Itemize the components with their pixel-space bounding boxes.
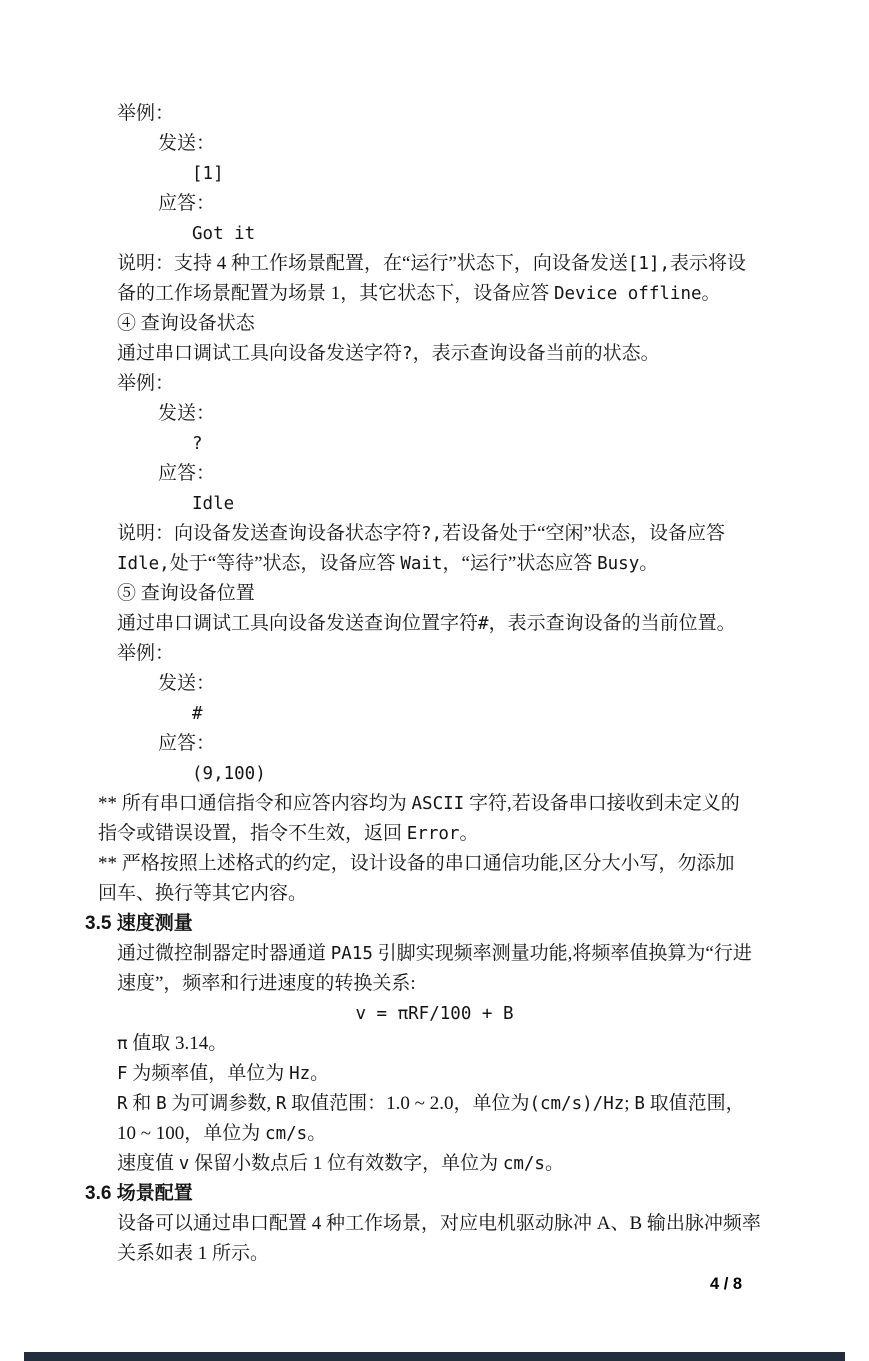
code-text: ? [402,344,413,364]
text-segment: 取值范围：1.0 ~ 2.0，单位为 [286,1093,530,1114]
remark-paragraph [0,789,869,819]
text-segment: 举例： [117,103,175,124]
example-label [0,639,869,669]
code-text: R [117,1094,128,1114]
note-paragraph [0,249,869,279]
speed-formula [0,999,869,1029]
note-paragraph [0,519,869,549]
text-segment: 。 [459,823,479,844]
code-text: Got it [192,224,256,244]
text-segment: 通过串口调试工具向设备发送字符 [117,343,403,364]
send-label [0,129,869,159]
code-text: ? [192,434,203,454]
code-text: π [117,1034,128,1054]
text-segment: 若设备处于“空闲”状态，设备应答 [442,523,725,544]
text-segment: 字符,若设备串口接收到未定义的 [464,793,740,814]
text-segment: 3.5 速度测量 [85,913,193,934]
text-segment: 备的工作场景配置为场景 1，其它状态下，设备应答 [117,283,555,304]
text-segment: 取值范围， [644,1093,745,1114]
formula-note [0,1089,869,1119]
code-text: cm/s [502,1154,545,1174]
item-5-title [0,579,869,609]
section-3-5-heading [0,909,869,939]
text-segment: ，表示查询设备当前的状态。 [412,343,660,364]
code-text: # [192,704,203,724]
reply-value [0,219,869,249]
text-segment: ，表示查询设备的当前位置。 [488,613,736,634]
section-3-5-paragraph [0,969,869,999]
text-segment: 通过串口调试工具向设备发送查询位置字符 [117,613,479,634]
text-segment: 设备可以通过串口配置 4 种工作场景，对应电机驱动脉冲 A、B 输出脉冲频率 [117,1213,761,1234]
item-4-description [0,339,869,369]
text-segment: 引脚实现频率测量功能,将频率值换算为“行进 [372,943,752,964]
code-text: Idle [192,494,235,514]
formula-note [0,1059,869,1089]
text-segment: 。 [544,1153,564,1174]
text-segment: 发送： [158,133,216,154]
text-segment: 发送： [158,403,216,424]
code-text: cm/s [265,1124,308,1144]
code-text: v = πRF/100 + B [355,1004,514,1024]
reply-label [0,459,869,489]
text-segment: 处于“等待”状态，设备应答 [169,553,401,574]
code-text: ASCII [411,794,465,814]
code-text: Busy [597,554,640,574]
send-command [0,159,869,189]
section-3-5-paragraph [0,939,869,969]
text-segment: 关系如表 1 所示。 [117,1243,270,1264]
code-text: B [156,1094,167,1114]
section-3-6-paragraph [0,1239,869,1269]
text-segment: 应答： [158,193,216,214]
document-lines [0,99,869,1269]
text-segment: 通过微控制器定时器通道 [117,943,331,964]
text-segment: 速度”，频率和行进速度的转换关系: [117,973,416,994]
reply-value [0,759,869,789]
remark-paragraph [0,879,869,909]
remark-paragraph [0,849,869,879]
text-segment: 举例： [117,373,175,394]
code-text: Device offline [554,284,702,304]
code-text: R [275,1094,287,1114]
text-segment: 回车、换行等其它内容。 [98,883,308,904]
text-segment: 。 [307,1123,327,1144]
example-label [0,99,869,129]
code-text: Wait [400,554,443,574]
code-text: # [478,614,489,634]
code-text: Idle, [117,554,170,574]
text-segment: 为可调参数, [166,1093,276,1114]
note-paragraph [0,279,869,309]
text-segment: ④ 查询设备状态 [117,313,255,334]
page-number: 4 / 8 [710,1275,743,1293]
item-4-title [0,309,869,339]
example-label [0,369,869,399]
code-text: F [117,1064,128,1084]
code-text: B [634,1094,645,1114]
remark-paragraph [0,819,869,849]
text-segment: ; [624,1093,635,1114]
code-text: (cm/s)/Hz [529,1094,625,1114]
text-segment: 表示将设 [670,253,747,274]
code-text: [1] [192,164,224,184]
send-label [0,399,869,429]
note-paragraph [0,549,869,579]
text-segment: 发送： [158,673,216,694]
text-segment: 。 [639,553,659,574]
send-command [0,429,869,459]
text-segment: 10 ~ 100，单位为 [117,1123,266,1144]
code-text: v [178,1154,190,1174]
reply-label [0,729,869,759]
section-3-6-paragraph [0,1209,869,1239]
text-segment: 3.6 场景配置 [85,1183,193,1204]
text-segment: 说明：向设备发送查询设备状态字符 [117,523,422,544]
text-segment: 。 [310,1063,330,1084]
text-segment: ，“运行”状态应答 [442,553,598,574]
text-segment: 举例： [117,643,175,664]
text-segment: 速度值 [117,1153,179,1174]
text-segment: 应答： [158,733,216,754]
formula-note [0,1149,869,1179]
text-segment: 和 [127,1093,157,1114]
text-segment: 值取 3.14。 [127,1033,228,1054]
text-segment: 保留小数点后 1 位有效数字，单位为 [189,1153,503,1174]
code-text: (9,100) [192,764,266,784]
bottom-bar [24,1352,845,1361]
reply-label [0,189,869,219]
section-3-6-heading [0,1179,869,1209]
formula-note [0,1029,869,1059]
code-text: PA15 [330,944,373,964]
send-command [0,699,869,729]
text-segment: 说明：支持 4 种工作场景配置，在“运行”状态下，向设备发送 [117,253,628,274]
text-segment: ⑤ 查询设备位置 [117,583,255,604]
text-segment: ** 严格按照上述格式的约定，设计设备的串口通信功能,区分大小写，勿添加 [98,853,735,874]
text-segment: ** 所有串口通信指令和应答内容均为 [98,793,412,814]
reply-value [0,489,869,519]
text-segment: 为频率值，单位为 [127,1063,290,1084]
send-label [0,669,869,699]
text-segment: 指令或错误设置，指令不生效，返回 [98,823,407,844]
item-5-description [0,609,869,639]
code-text: Error [406,824,460,844]
text-segment: 。 [701,283,721,304]
code-text: [1], [627,254,671,274]
code-text: Hz [289,1064,311,1084]
text-segment: 应答： [158,463,216,484]
formula-note [0,1119,869,1149]
code-text: ?, [421,524,443,544]
